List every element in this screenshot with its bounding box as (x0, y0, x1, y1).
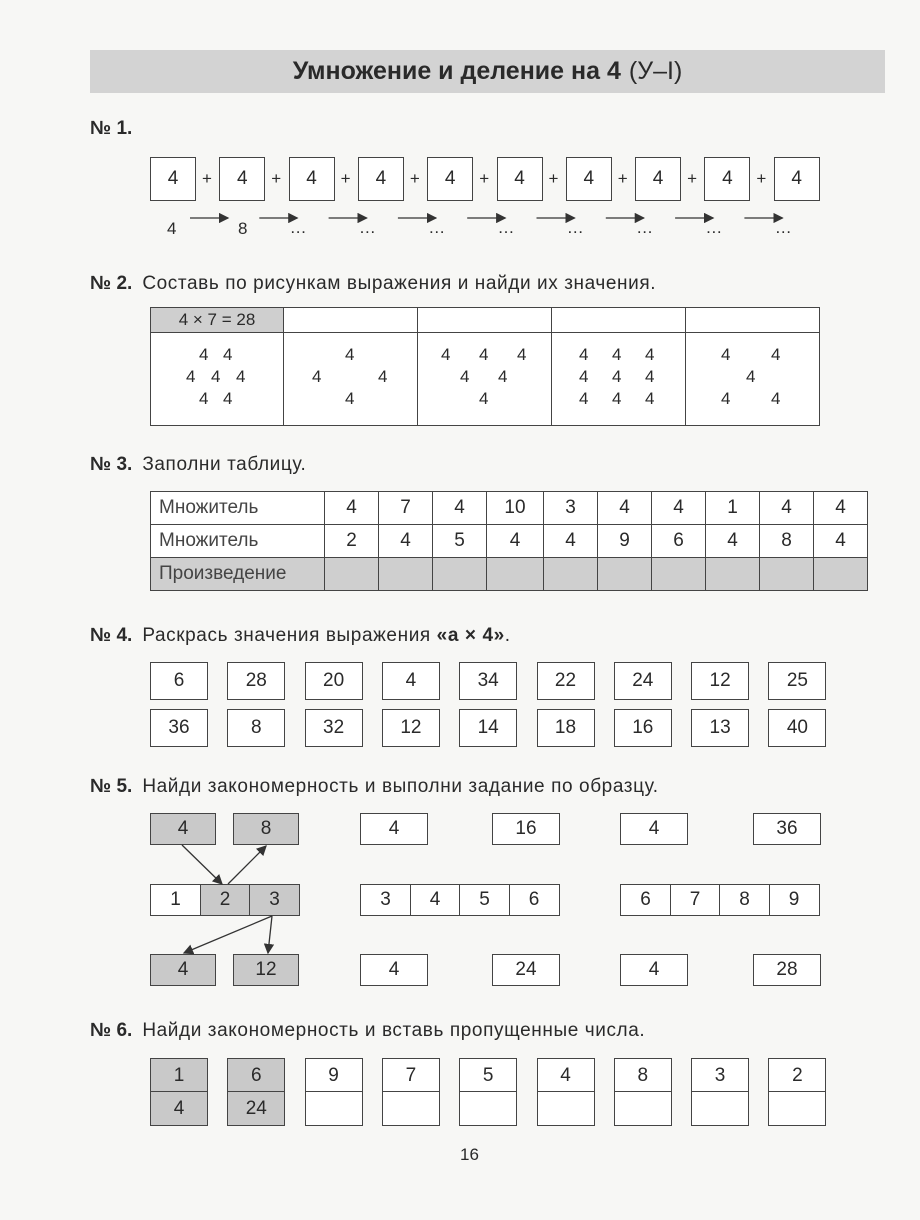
example-bottom-box: 12 (233, 954, 299, 986)
picture-digit: 4 (441, 345, 451, 364)
sequence-second: 8 (238, 219, 248, 238)
example-middle-cell: 3 (249, 884, 300, 916)
picture-digit: 4 (579, 367, 589, 386)
picture-digit: 4 (186, 367, 196, 386)
plus-sign: + (617, 169, 628, 188)
value-box[interactable]: 12 (691, 662, 749, 700)
task1-term-box: 4 (219, 157, 265, 201)
picture-digit: 4 (211, 367, 221, 386)
task1-term-box: 4 (289, 157, 335, 201)
picture-digit: 4 (721, 389, 731, 408)
factor-cell: 4 (598, 492, 652, 525)
sequence-start: 4 (167, 219, 177, 238)
task2-example-cell: 4 × 7 = 28 (151, 308, 284, 333)
product-label: Произведение (151, 558, 325, 591)
set-middle-cell: 6 (620, 884, 671, 916)
plus-sign: + (409, 169, 420, 188)
factor-cell: 8 (760, 525, 814, 558)
value-box[interactable]: 12 (382, 709, 440, 747)
sequence-blank[interactable]: … (566, 218, 586, 237)
set-top-box: 4 (360, 813, 428, 845)
picture-digit: 4 (612, 367, 622, 386)
value-box[interactable]: 13 (691, 709, 749, 747)
picture-digit: 4 (199, 345, 209, 364)
sequence-blank[interactable]: … (358, 218, 378, 237)
picture-digit: 4 (479, 345, 489, 364)
task1-term-box: 4 (427, 157, 473, 201)
factor-cell: 4 (814, 492, 868, 525)
task1-term-box: 4 (774, 157, 820, 201)
task5-text: Найди закономерность и выполни задание по образцу. (142, 776, 659, 797)
pair-top-box: 9 (305, 1058, 363, 1093)
task4-text-after: . (504, 625, 511, 646)
picture-digit: 4 (479, 389, 489, 408)
pair-top-box: 8 (614, 1058, 672, 1093)
set-top-box: 4 (620, 813, 688, 845)
picture-digit: 4 (517, 345, 527, 364)
task6-header (90, 1020, 645, 1042)
task1-term-box: 4 (358, 157, 404, 201)
example-middle-cell: 1 (150, 884, 201, 916)
example-bottom-box: 4 (150, 954, 216, 986)
factor-label: Множитель (151, 525, 325, 558)
set-bottom-box: 4 (360, 954, 428, 986)
picture-digit: 4 (223, 345, 233, 364)
pair-bottom-box: 24 (227, 1091, 285, 1126)
factor-cell: 4 (544, 525, 598, 558)
set-middle-cell: 5 (459, 884, 510, 916)
task1-number: № 1. (90, 118, 133, 139)
factor-cell: 7 (379, 492, 433, 525)
factor-cell: 2 (325, 525, 379, 558)
pair-top-box: 5 (459, 1058, 517, 1093)
example-top-box: 8 (233, 813, 299, 845)
picture-digit: 4 (236, 367, 246, 386)
picture-digit: 4 (721, 345, 731, 364)
plus-sign: + (340, 169, 351, 188)
task1-term-box: 4 (704, 157, 750, 201)
factor-cell: 4 (433, 492, 487, 525)
picture-digit: 4 (223, 389, 233, 408)
value-box[interactable]: 4 (382, 662, 440, 700)
value-box[interactable]: 36 (150, 709, 208, 747)
pair-top-box: 2 (768, 1058, 826, 1093)
value-box[interactable]: 18 (537, 709, 595, 747)
sequence-blank[interactable]: … (705, 218, 725, 237)
factor-cell: 4 (379, 525, 433, 558)
pair-bottom-box[interactable] (537, 1091, 595, 1126)
picture-digit: 4 (199, 389, 209, 408)
factor-cell: 3 (544, 492, 598, 525)
pair-top-box: 3 (691, 1058, 749, 1093)
task3-number: № 3. (90, 454, 133, 475)
value-box[interactable]: 28 (227, 662, 285, 700)
factor-cell: 5 (433, 525, 487, 558)
factor-label: Множитель (151, 492, 325, 525)
task4-text-before: Раскрась значения выражения (142, 625, 437, 646)
factor-cell: 1 (706, 492, 760, 525)
value-box[interactable]: 6 (150, 662, 208, 700)
value-box[interactable]: 34 (459, 662, 517, 700)
set-top-box: 36 (753, 813, 821, 845)
task4-expression: «a × 4» (436, 625, 505, 646)
set-top-box: 16 (492, 813, 560, 845)
plus-sign: + (479, 169, 490, 188)
value-box[interactable]: 40 (768, 709, 826, 747)
plus-sign: + (687, 169, 698, 188)
pair-bottom-box[interactable] (305, 1091, 363, 1126)
value-box[interactable]: 14 (459, 709, 517, 747)
factor-cell: 4 (760, 492, 814, 525)
pair-bottom-box[interactable] (614, 1091, 672, 1126)
pair-top-box: 6 (227, 1058, 285, 1093)
set-middle-cell: 8 (719, 884, 770, 916)
title-suffix: (У–I) (628, 57, 683, 85)
factor-cell: 10 (487, 492, 544, 525)
sequence-blank[interactable]: … (636, 218, 656, 237)
value-box[interactable]: 16 (614, 709, 672, 747)
pair-bottom-box[interactable] (768, 1091, 826, 1126)
value-box[interactable]: 24 (614, 662, 672, 700)
page-number: 16 (460, 1145, 479, 1164)
picture-digit: 4 (612, 389, 622, 408)
sequence-blank[interactable]: … (289, 218, 309, 237)
value-box[interactable]: 8 (227, 709, 285, 747)
picture-digit: 4 (312, 367, 322, 386)
task4-number: № 4. (90, 625, 133, 646)
set-middle-cell: 7 (670, 884, 721, 916)
set-bottom-box: 28 (753, 954, 821, 986)
picture-digit: 4 (612, 345, 622, 364)
factor-cell: 9 (598, 525, 652, 558)
factor-cell: 4 (706, 525, 760, 558)
picture-digit: 4 (498, 367, 508, 386)
pair-top-box: 4 (537, 1058, 595, 1093)
factor-cell: 6 (652, 525, 706, 558)
pair-bottom-box[interactable] (459, 1091, 517, 1126)
picture-digit: 4 (345, 345, 355, 364)
task5-number: № 5. (90, 776, 133, 797)
picture-digit: 4 (378, 367, 388, 386)
set-middle-cell: 9 (769, 884, 820, 916)
task6-number: № 6. (90, 1020, 133, 1041)
pair-bottom-box: 4 (150, 1091, 208, 1126)
set-middle-cell: 6 (509, 884, 560, 916)
task6-text: Найди закономерность и вставь пропущенные числа. (142, 1020, 646, 1041)
set-bottom-box: 24 (492, 954, 560, 986)
pair-bottom-box[interactable] (382, 1091, 440, 1126)
value-box[interactable]: 25 (768, 662, 826, 700)
plus-sign: + (271, 169, 282, 188)
pair-bottom-box[interactable] (691, 1091, 749, 1126)
set-bottom-box: 4 (620, 954, 688, 986)
task2-number: № 2. (90, 273, 133, 294)
task1-term-box: 4 (566, 157, 612, 201)
task1-term-box: 4 (635, 157, 681, 201)
picture-digit: 4 (771, 389, 781, 408)
pair-top-box: 1 (150, 1058, 208, 1093)
picture-digit: 4 (645, 345, 655, 364)
picture-digit: 4 (460, 367, 470, 386)
example-top-box: 4 (150, 813, 216, 845)
picture-digit: 4 (645, 389, 655, 408)
picture-digit: 4 (771, 345, 781, 364)
factor-cell: 4 (325, 492, 379, 525)
factor-cell: 4 (814, 525, 868, 558)
picture-digit: 4 (645, 367, 655, 386)
task1-term-box: 4 (150, 157, 196, 201)
sequence-blank[interactable]: … (497, 218, 517, 237)
picture-digit: 4 (579, 345, 589, 364)
plus-sign: + (548, 169, 559, 188)
picture-digit: 4 (746, 367, 756, 386)
picture-digit: 4 (579, 389, 589, 408)
pair-top-box: 7 (382, 1058, 440, 1093)
sequence-blank[interactable]: … (774, 218, 794, 237)
value-box[interactable]: 32 (305, 709, 363, 747)
value-box[interactable]: 22 (537, 662, 595, 700)
factor-cell: 4 (487, 525, 544, 558)
picture-digit: 4 (345, 389, 355, 408)
set-middle-cell: 4 (410, 884, 461, 916)
task1-term-box: 4 (497, 157, 543, 201)
example-middle-cell: 2 (200, 884, 251, 916)
value-box[interactable]: 20 (305, 662, 363, 700)
task3-text: Заполни таблицу. (142, 454, 307, 475)
plus-sign: + (756, 169, 767, 188)
factor-cell: 4 (652, 492, 706, 525)
plus-sign: + (202, 169, 212, 188)
sequence-blank[interactable]: … (428, 218, 448, 237)
task2-text: Составь по рисункам выражения и найди их значения. (142, 273, 657, 294)
title-main: Умножение и деление на 4 (292, 57, 621, 85)
set-middle-cell: 3 (360, 884, 411, 916)
